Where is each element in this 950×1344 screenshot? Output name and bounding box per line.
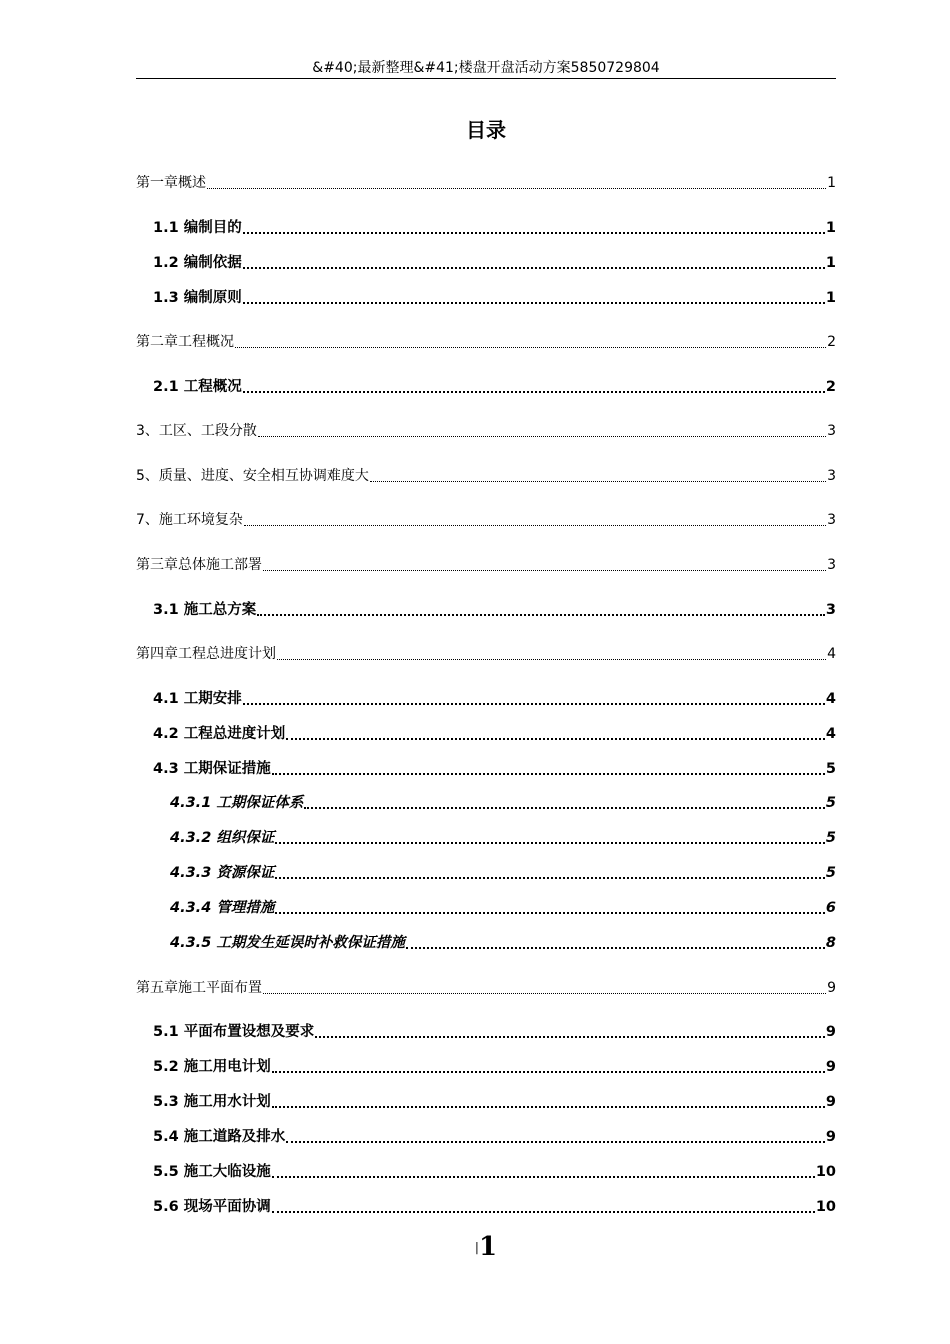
toc-entry-page: 9 <box>825 1094 836 1110</box>
toc-entry[interactable] <box>136 932 836 954</box>
toc-entry-label: 7、施工环境复杂 <box>136 512 243 528</box>
toc-entry[interactable] <box>136 688 836 710</box>
toc-entry-label: 5.2 施工用电计划 <box>153 1059 271 1075</box>
dot-leader <box>406 944 825 949</box>
toc-entry-page: 5 <box>825 865 836 881</box>
toc-entry[interactable] <box>136 977 836 999</box>
dot-leader <box>370 478 826 482</box>
header-rule <box>136 78 836 79</box>
dot-leader <box>243 264 825 269</box>
toc-entry[interactable] <box>136 827 836 849</box>
toc-entry-label: 第二章工程概况 <box>136 334 234 350</box>
toc-entry-label: 4.3.4 管理措施 <box>170 900 275 916</box>
toc-entry[interactable] <box>136 897 836 919</box>
toc-entry-page: 3 <box>827 423 836 439</box>
page-header: &#40;最新整理&#41;楼盘开盘活动方案5850729804 <box>312 60 660 76</box>
toc-entry-label: 3.1 施工总方案 <box>153 602 257 618</box>
toc-entry-label: 第五章施工平面布置 <box>136 980 262 996</box>
dot-leader <box>235 344 826 348</box>
dot-leader <box>286 1138 825 1143</box>
toc-entry-label: 4.2 工程总进度计划 <box>153 726 286 742</box>
toc-entry-label: 5.4 施工道路及排水 <box>153 1129 286 1145</box>
dot-leader <box>315 1033 825 1038</box>
toc-entry-label: 4.1 工期安排 <box>153 691 242 707</box>
toc-entry[interactable] <box>136 599 836 621</box>
dot-leader <box>272 1068 825 1073</box>
toc-entry-page: 9 <box>825 1129 836 1145</box>
toc-entry[interactable] <box>136 217 836 239</box>
dot-leader <box>275 909 825 914</box>
dot-leader <box>304 804 825 809</box>
toc-entry-page: 5 <box>825 830 836 846</box>
toc-entry[interactable] <box>136 1196 836 1218</box>
toc-entry-page: 3 <box>827 557 836 573</box>
toc-entry-page: 5 <box>825 761 836 777</box>
toc-entry[interactable] <box>136 862 836 884</box>
toc-entry-label: 5.1 平面布置设想及要求 <box>153 1024 315 1040</box>
dot-leader <box>243 700 825 705</box>
toc-entry[interactable] <box>136 723 836 745</box>
toc-entry[interactable] <box>136 287 836 309</box>
toc-entry-label: 5、质量、进度、安全相互协调难度大 <box>136 468 369 484</box>
dot-leader <box>275 839 825 844</box>
toc-entry-page: 4 <box>825 726 836 742</box>
toc-entry-label: 5.5 施工大临设施 <box>153 1164 271 1180</box>
toc-entry-page: 1 <box>825 255 836 271</box>
toc-entry-page: 4 <box>827 646 836 662</box>
toc-entry-label: 4.3.2 组织保证 <box>170 830 275 846</box>
toc-entry-label: 5.6 现场平面协调 <box>153 1199 271 1215</box>
toc-entry-label: 第一章概述 <box>136 175 206 191</box>
toc-entry-label: 3、工区、工段分散 <box>136 423 257 439</box>
toc-entry-page: 9 <box>825 1024 836 1040</box>
dot-leader <box>275 874 825 879</box>
toc-entry-page: 5 <box>825 795 836 811</box>
toc-entry-page: 2 <box>827 334 836 350</box>
toc-entry[interactable] <box>136 420 836 442</box>
toc-entry-label: 4.3.3 资源保证 <box>170 865 275 881</box>
toc-entry-page: 9 <box>825 1059 836 1075</box>
toc-entry[interactable] <box>136 643 836 665</box>
dot-leader <box>258 433 826 437</box>
toc-entry[interactable] <box>136 792 836 814</box>
toc-entry-page: 10 <box>815 1199 836 1215</box>
toc-entry[interactable] <box>136 1021 836 1043</box>
dot-leader <box>263 990 826 994</box>
dot-leader <box>263 567 826 571</box>
dot-leader <box>277 656 826 660</box>
toc-entry[interactable] <box>136 509 836 531</box>
toc-entry-label: 第四章工程总进度计划 <box>136 646 276 662</box>
toc-entry-label: 2.1 工程概况 <box>153 379 242 395</box>
toc-entry-page: 3 <box>827 468 836 484</box>
toc-entry-label: 第三章总体施工部署 <box>136 557 262 573</box>
dot-leader <box>272 1208 815 1213</box>
toc-entry-page: 1 <box>827 175 836 191</box>
toc-entry[interactable] <box>136 554 836 576</box>
toc-entry[interactable] <box>136 376 836 398</box>
page-number: 1 <box>478 1232 498 1262</box>
toc-entry-page: 4 <box>825 691 836 707</box>
toc-entry[interactable] <box>136 1126 836 1148</box>
toc-entry-label: 1.2 编制依据 <box>153 255 242 271</box>
dot-leader <box>272 770 825 775</box>
toc-entry-label: 4.3.5 工期发生延误时补救保证措施 <box>170 935 405 951</box>
toc-entry-page: 10 <box>815 1164 836 1180</box>
toc-entry-page: 3 <box>825 602 836 618</box>
dot-leader <box>272 1173 815 1178</box>
page-footer <box>136 1232 836 1262</box>
dot-leader <box>257 611 825 616</box>
dot-leader <box>243 388 825 393</box>
toc-entry-label: 1.1 编制目的 <box>153 220 242 236</box>
toc-entry[interactable] <box>136 1091 836 1113</box>
toc-entry[interactable] <box>136 252 836 274</box>
dot-leader <box>272 1103 825 1108</box>
toc-entry-page: 8 <box>825 935 836 951</box>
dot-leader <box>244 522 826 526</box>
toc-entry[interactable] <box>136 465 836 487</box>
toc-entry-label: 1.3 编制原则 <box>153 290 242 306</box>
toc-entry[interactable] <box>136 1056 836 1078</box>
toc-entry[interactable] <box>136 331 836 353</box>
dot-leader <box>243 299 825 304</box>
toc-entry-page: 6 <box>825 900 836 916</box>
footer-bar: | <box>474 1240 479 1254</box>
toc-entry[interactable] <box>136 758 836 780</box>
toc-entry-label: 4.3.1 工期保证体系 <box>170 795 304 811</box>
toc-title: 目录 <box>466 118 506 142</box>
toc-entry-page: 1 <box>825 290 836 306</box>
toc-entry[interactable] <box>136 1161 836 1183</box>
toc-entry-label: 4.3 工期保证措施 <box>153 761 271 777</box>
toc-entry-label: 5.3 施工用水计划 <box>153 1094 271 1110</box>
toc-entry[interactable] <box>136 172 836 194</box>
dot-leader <box>207 185 826 189</box>
dot-leader <box>286 735 825 740</box>
dot-leader <box>243 229 825 234</box>
toc-entry-page: 3 <box>827 512 836 528</box>
toc-entry-page: 9 <box>827 980 836 996</box>
toc-entry-page: 2 <box>825 379 836 395</box>
toc-entry-page: 1 <box>825 220 836 236</box>
